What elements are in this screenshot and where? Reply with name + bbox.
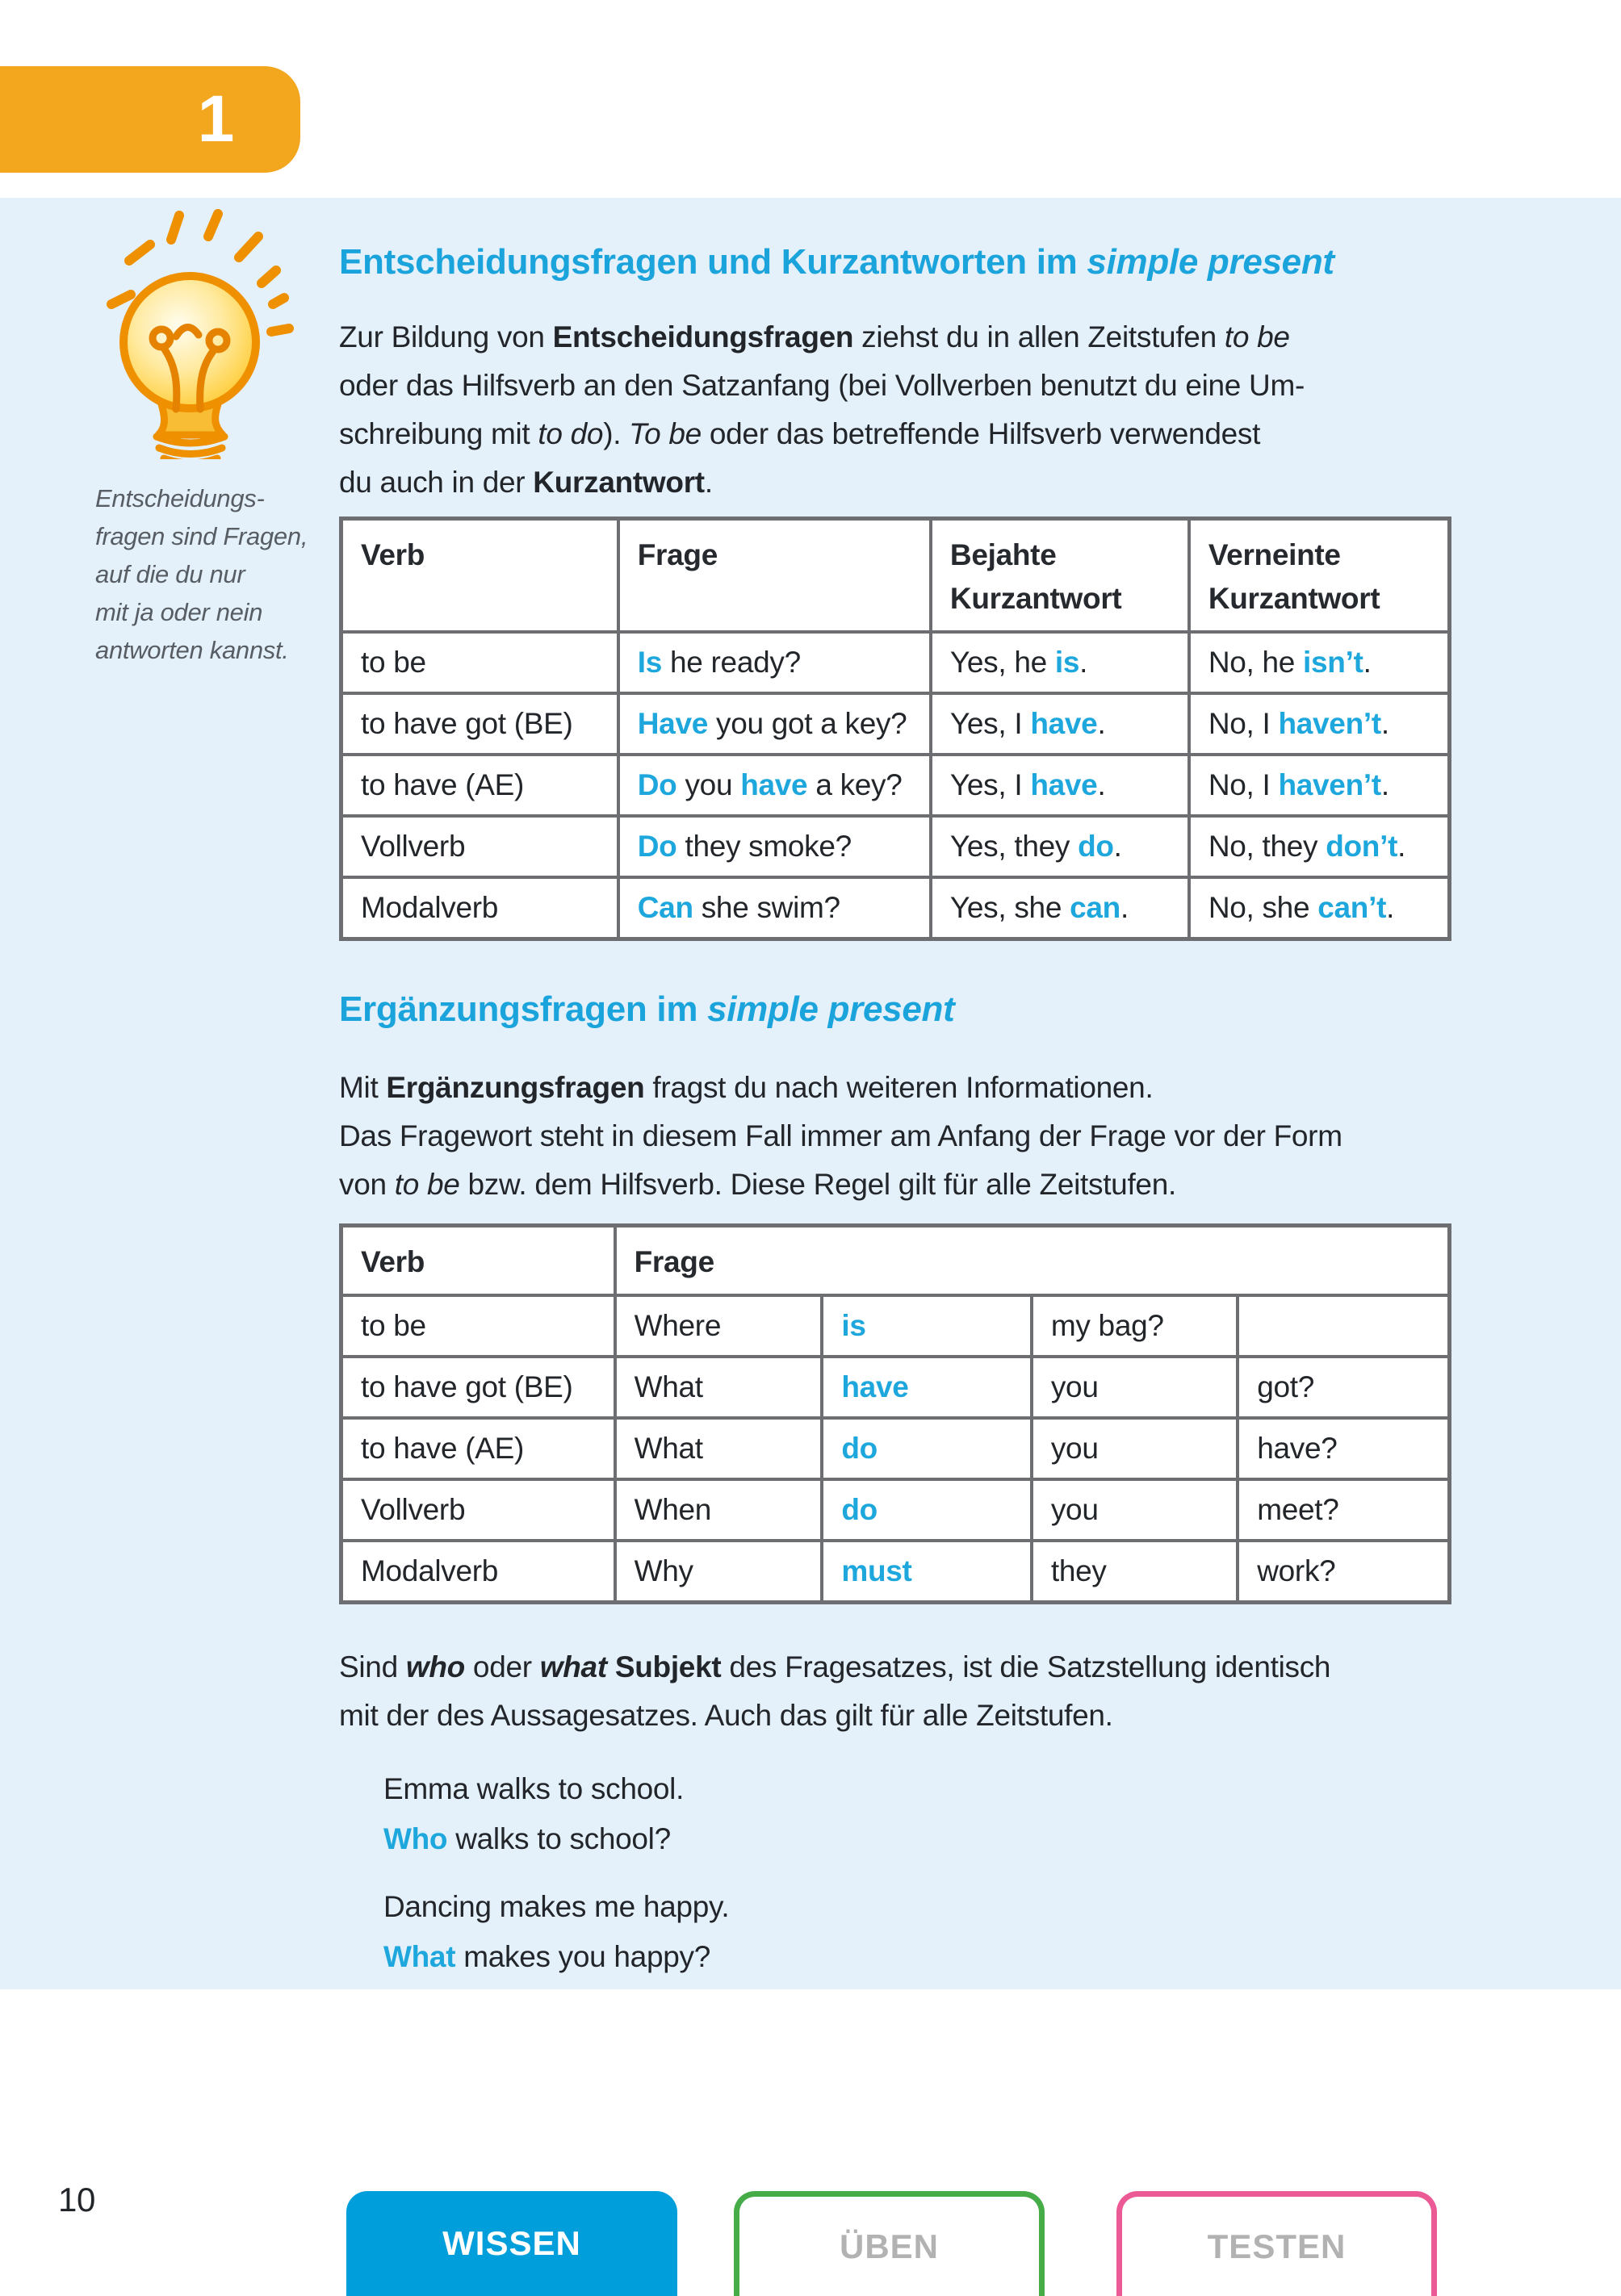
table-cell: Yes, she can. — [931, 877, 1189, 939]
table-row — [341, 816, 1450, 877]
tab-wissen-label: WISSEN — [442, 2224, 581, 2262]
outro-paragraph: Sind who oder what Subjekt des Fragesatzes, ist die Satzstellung identisch mit der des Aussagesatzes. Auch das gilt für alle Zeitstufen. — [339, 1650, 1331, 1732]
column-header: Frage — [618, 519, 931, 633]
table-cell: to be — [341, 632, 618, 693]
table-cell: to have got (BE) — [341, 1357, 615, 1418]
table-cell: you — [1032, 1357, 1238, 1418]
table-row — [341, 693, 1450, 755]
example-block — [383, 1764, 1451, 1864]
tab-ueben-label: ÜBEN — [839, 2227, 939, 2265]
example-line: Dancing makes me happy. — [383, 1890, 730, 1923]
table-cell: Is he ready? — [618, 632, 931, 693]
table-cell: Yes, I have. — [931, 693, 1189, 755]
example-line: What makes you happy? — [383, 1940, 710, 1973]
tab-testen-label: TESTEN — [1207, 2227, 1347, 2265]
table-cell: to have (AE) — [341, 755, 618, 816]
margin-note: Entscheidungs- fragen sind Fragen, auf die du nur mit ja oder nein antworten kannst. — [95, 484, 308, 664]
table-cell: When — [615, 1479, 823, 1541]
lightbulb-icon — [81, 209, 323, 463]
table-cell: Do they smoke? — [618, 816, 931, 877]
table-row — [341, 1295, 1450, 1357]
table-cell: to be — [341, 1295, 615, 1357]
page-number: 10 — [58, 2181, 96, 2219]
column-header: Bejahte Kurzantwort — [931, 519, 1189, 633]
table-row — [341, 1541, 1450, 1603]
column-header: Verb — [341, 519, 618, 633]
table-cell: Yes, they do. — [931, 816, 1189, 877]
table-cell: you — [1032, 1479, 1238, 1541]
table-cell: Modalverb — [341, 877, 618, 939]
table-cell: they — [1032, 1541, 1238, 1603]
table-cell: Do you have a key? — [618, 755, 931, 816]
table-cell: got? — [1238, 1357, 1449, 1418]
table-cell: No, I haven’t. — [1189, 755, 1450, 816]
chapter-number: 1 — [197, 82, 234, 156]
table-row — [341, 1479, 1450, 1541]
column-header: Frage — [615, 1226, 1450, 1296]
table-cell: Have you got a key? — [618, 693, 931, 755]
table-row — [341, 877, 1450, 939]
short-answers-table — [339, 516, 1451, 941]
wh-questions-table — [339, 1223, 1451, 1604]
example-line: Who walks to school? — [383, 1822, 671, 1855]
table-cell: you — [1032, 1418, 1238, 1479]
main-column — [339, 198, 1451, 1982]
table-cell: Modalverb — [341, 1541, 615, 1603]
table-cell: meet? — [1238, 1479, 1449, 1541]
table-cell: Can she swim? — [618, 877, 931, 939]
table-cell — [1238, 1295, 1449, 1357]
section1-paragraph: Zur Bildung von Entscheidungsfragen ziehst du in allen Zeitstufen to be oder das Hilfsverb an den Satzanfang (bei Vollverben benutzt du eine Um- schreibung mit to do). To be oder das betreffende Hilfsverb verwendest du auch in der Kurzantwort. — [339, 320, 1305, 499]
table-cell: have? — [1238, 1418, 1449, 1479]
tab-ueben[interactable] — [734, 2191, 1045, 2296]
table-cell: Where — [615, 1295, 823, 1357]
section2-paragraph: Mit Ergänzungsfragen fragst du nach weiteren Informationen. Das Fragewort steht in diesem Fall immer am Anfang der Frage vor der Form von to be bzw. dem Hilfsverb. Diese Regel gilt für alle Zeitstufen. — [339, 1071, 1342, 1201]
tab-testen[interactable] — [1116, 2191, 1437, 2296]
table-cell: to have got (BE) — [341, 693, 618, 755]
chapter-number-tab[interactable] — [0, 66, 300, 173]
table-row — [341, 1357, 1450, 1418]
table-row — [341, 632, 1450, 693]
table-cell: do — [822, 1418, 1031, 1479]
table-cell: have — [822, 1357, 1031, 1418]
short-answers — [339, 516, 1451, 941]
table-cell: Yes, I have. — [931, 755, 1189, 816]
header-row — [341, 519, 1450, 633]
table-cell: Why — [615, 1541, 823, 1603]
table-cell: work? — [1238, 1541, 1449, 1603]
table-cell: No, I haven’t. — [1189, 693, 1450, 755]
table-cell: Vollverb — [341, 1479, 615, 1541]
table-cell: What — [615, 1418, 823, 1479]
example-block — [383, 1882, 1451, 1982]
table-cell: No, she can’t. — [1189, 877, 1450, 939]
tab-wissen[interactable] — [346, 2191, 677, 2296]
table-cell: my bag? — [1032, 1295, 1238, 1357]
table-cell: to have (AE) — [341, 1418, 615, 1479]
example-line: Emma walks to school. — [383, 1772, 685, 1805]
table-cell: Yes, he is. — [931, 632, 1189, 693]
column-header: Verneinte Kurzantwort — [1189, 519, 1450, 633]
column-header: Verb — [341, 1226, 615, 1296]
section2-heading: Ergänzungsfragen im simple present — [339, 989, 955, 1029]
section1-heading: Entscheidungsfragen und Kurzantworten im simple present — [339, 242, 1334, 282]
table-cell: No, he isn’t. — [1189, 632, 1450, 693]
table-cell: do — [822, 1479, 1031, 1541]
wh-questions — [339, 1223, 1451, 1604]
table-cell: must — [822, 1541, 1031, 1603]
table-row — [341, 1418, 1450, 1479]
table-cell: What — [615, 1357, 823, 1418]
table-cell: Vollverb — [341, 816, 618, 877]
header-row — [341, 1226, 1450, 1296]
table-cell: No, they don’t. — [1189, 816, 1450, 877]
knowledge-panel — [0, 198, 1621, 1989]
table-row — [341, 755, 1450, 816]
table-cell: is — [822, 1295, 1031, 1357]
